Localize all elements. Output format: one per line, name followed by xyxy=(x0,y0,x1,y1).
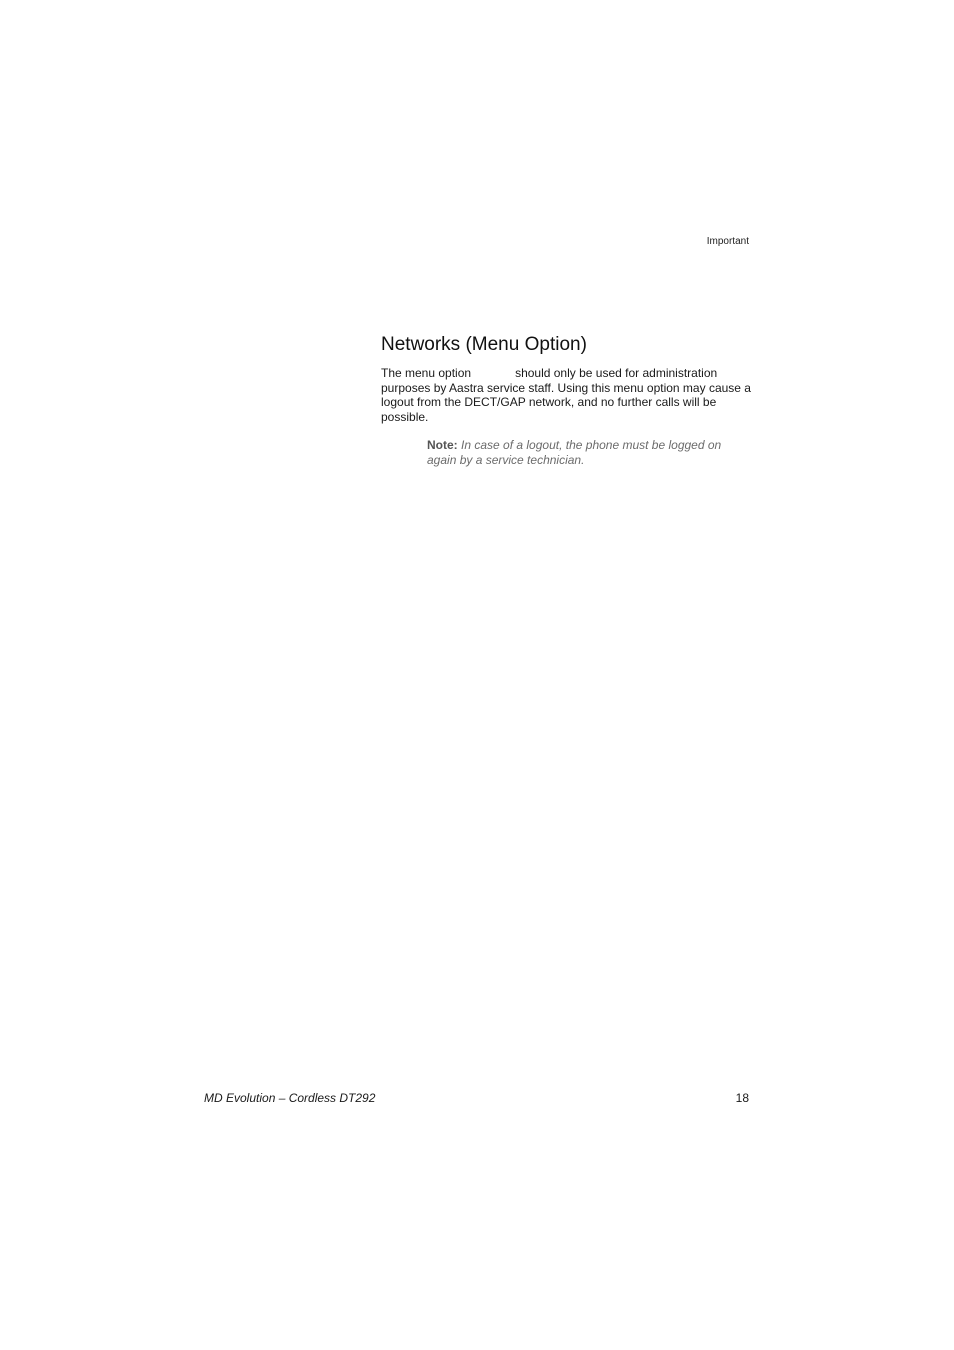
footer-page-number: 18 xyxy=(735,1091,749,1105)
body-paragraph xyxy=(381,366,751,424)
note-label: Note: xyxy=(427,438,458,452)
section-content xyxy=(381,333,751,468)
body-text-part2: should only be used for administration purposes by Aastra service staff. Using this menu option may cause a logout from the DECT/GAP network, and no further calls will be possible. xyxy=(381,366,751,424)
footer-document-title: MD Evolution – Cordless DT292 xyxy=(204,1091,376,1105)
body-text-part1: The menu option xyxy=(381,366,472,380)
note-box xyxy=(427,438,747,468)
section-title: Networks (Menu Option) xyxy=(381,334,587,355)
note-text: In case of a logout, the phone must be logged on again by a service technician. xyxy=(427,438,722,467)
running-header: Important xyxy=(706,236,749,247)
